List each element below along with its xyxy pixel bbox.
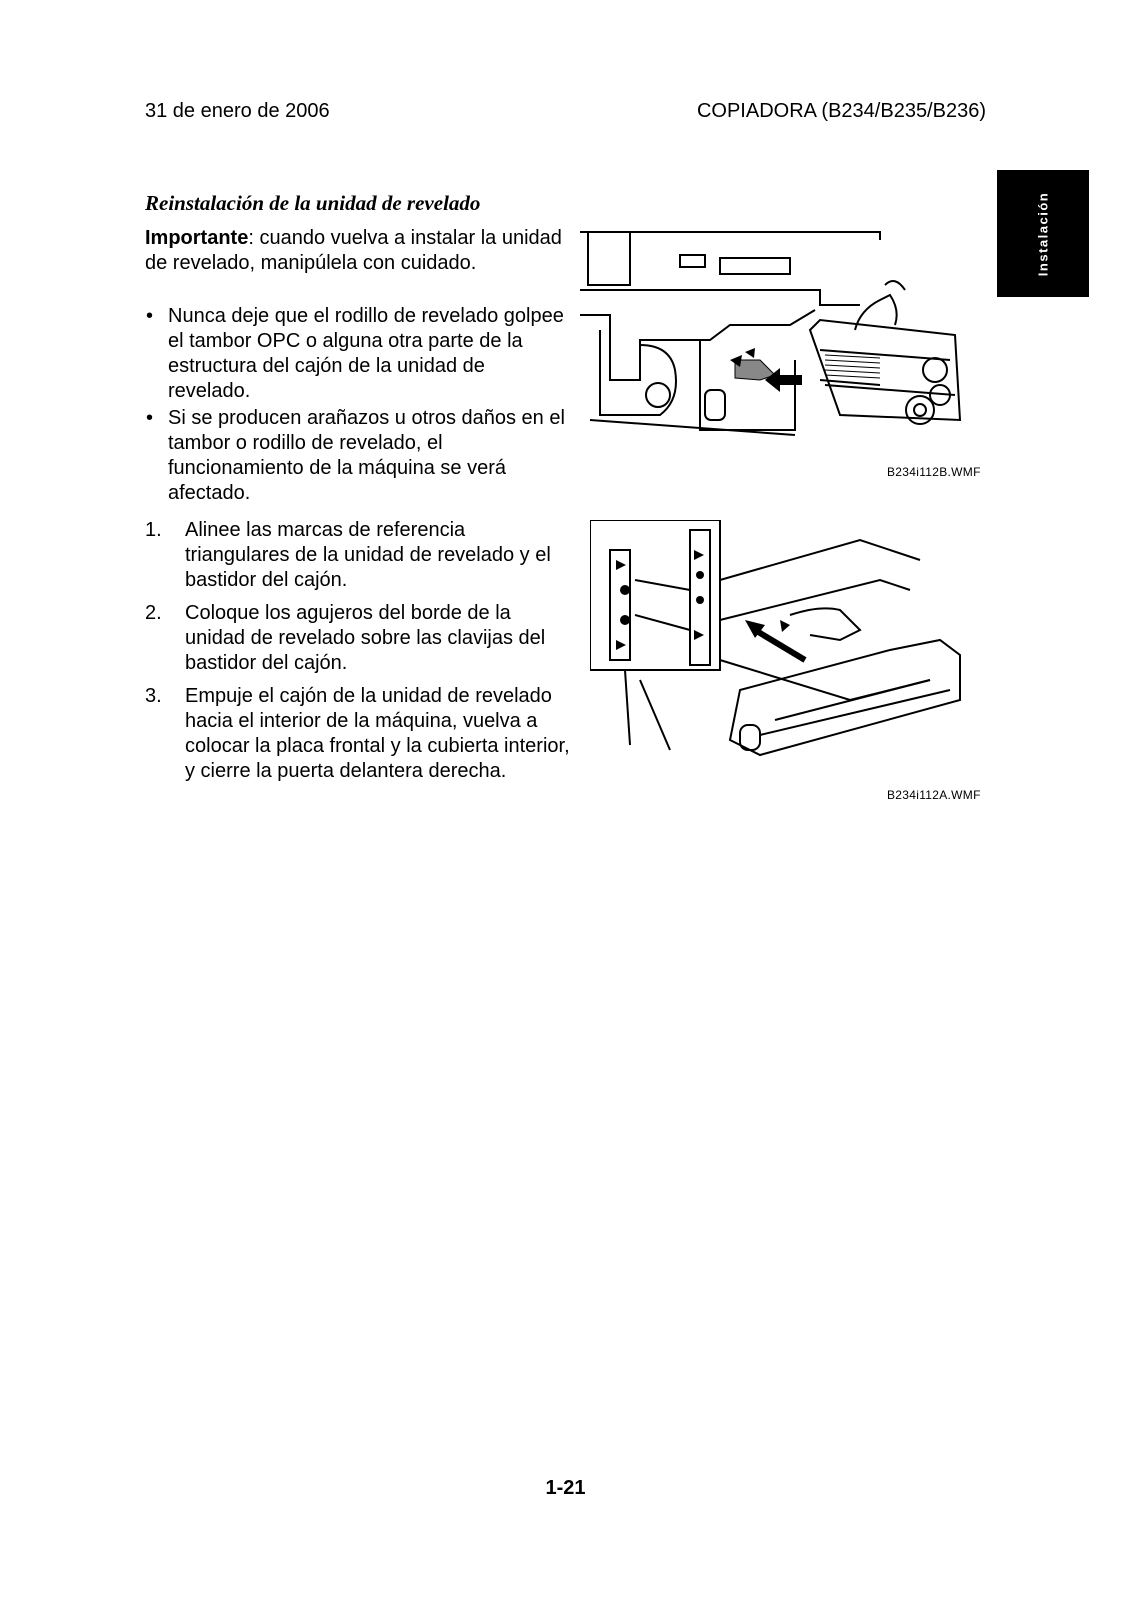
section-title: Reinstalación de la unidad de revelado xyxy=(145,191,481,215)
section-tab-label: Instalación xyxy=(1035,191,1051,276)
bullet-item xyxy=(145,406,565,506)
intro-bold-label: Importante xyxy=(145,227,249,249)
step-item xyxy=(145,518,570,593)
step-item xyxy=(145,601,570,676)
development-unit-alignment-illustration xyxy=(590,520,980,770)
step-text: Empuje el cajón de la unidad de revelado hacia el interior de la máquina, vuelva a colocar la placa frontal y la cubierta interior, y cierre la puerta delantera derecha. xyxy=(185,685,570,782)
step-number: 1. xyxy=(145,519,162,541)
bullet-text: Nunca deje que el rodillo de revelado golpee el tambor OPC o alguna otra parte de la estructura del cajón de la unidad de revelado. xyxy=(168,305,564,402)
step-item xyxy=(145,684,570,784)
step-number: 3. xyxy=(145,685,162,707)
figure-caption: B234i112A.WMF xyxy=(887,788,981,802)
development-unit-removal-illustration xyxy=(580,230,980,455)
section-tab xyxy=(997,170,1089,297)
warning-bullet-list xyxy=(145,304,565,508)
step-text: Coloque los agujeros del borde de la unidad de revelado sobre las clavijas del bastidor del cajón. xyxy=(185,602,546,674)
page-number: 1-21 xyxy=(545,1477,586,1499)
bullet-item xyxy=(145,304,565,404)
step-number: 2. xyxy=(145,602,162,624)
bullet-icon: • xyxy=(146,407,154,429)
intro-paragraph xyxy=(145,226,565,276)
header-model: COPIADORA (B234/B235/B236) xyxy=(696,100,986,122)
header-date: 31 de enero de 2006 xyxy=(145,100,330,122)
procedure-steps xyxy=(145,518,570,792)
figure-caption: B234i112B.WMF xyxy=(887,465,981,479)
intro-text: : cuando vuelva a instalar la unidad de revelado, manipúlela con cuidado. xyxy=(145,227,562,274)
bullet-text: Si se producen arañazos u otros daños en el tambor o rodillo de revelado, el funcionamiento de la máquina se verá afectado. xyxy=(168,407,565,504)
step-text: Alinee las marcas de referencia triangulares de la unidad de revelado y el bastidor del cajón. xyxy=(185,519,551,591)
bullet-icon: • xyxy=(146,305,154,327)
